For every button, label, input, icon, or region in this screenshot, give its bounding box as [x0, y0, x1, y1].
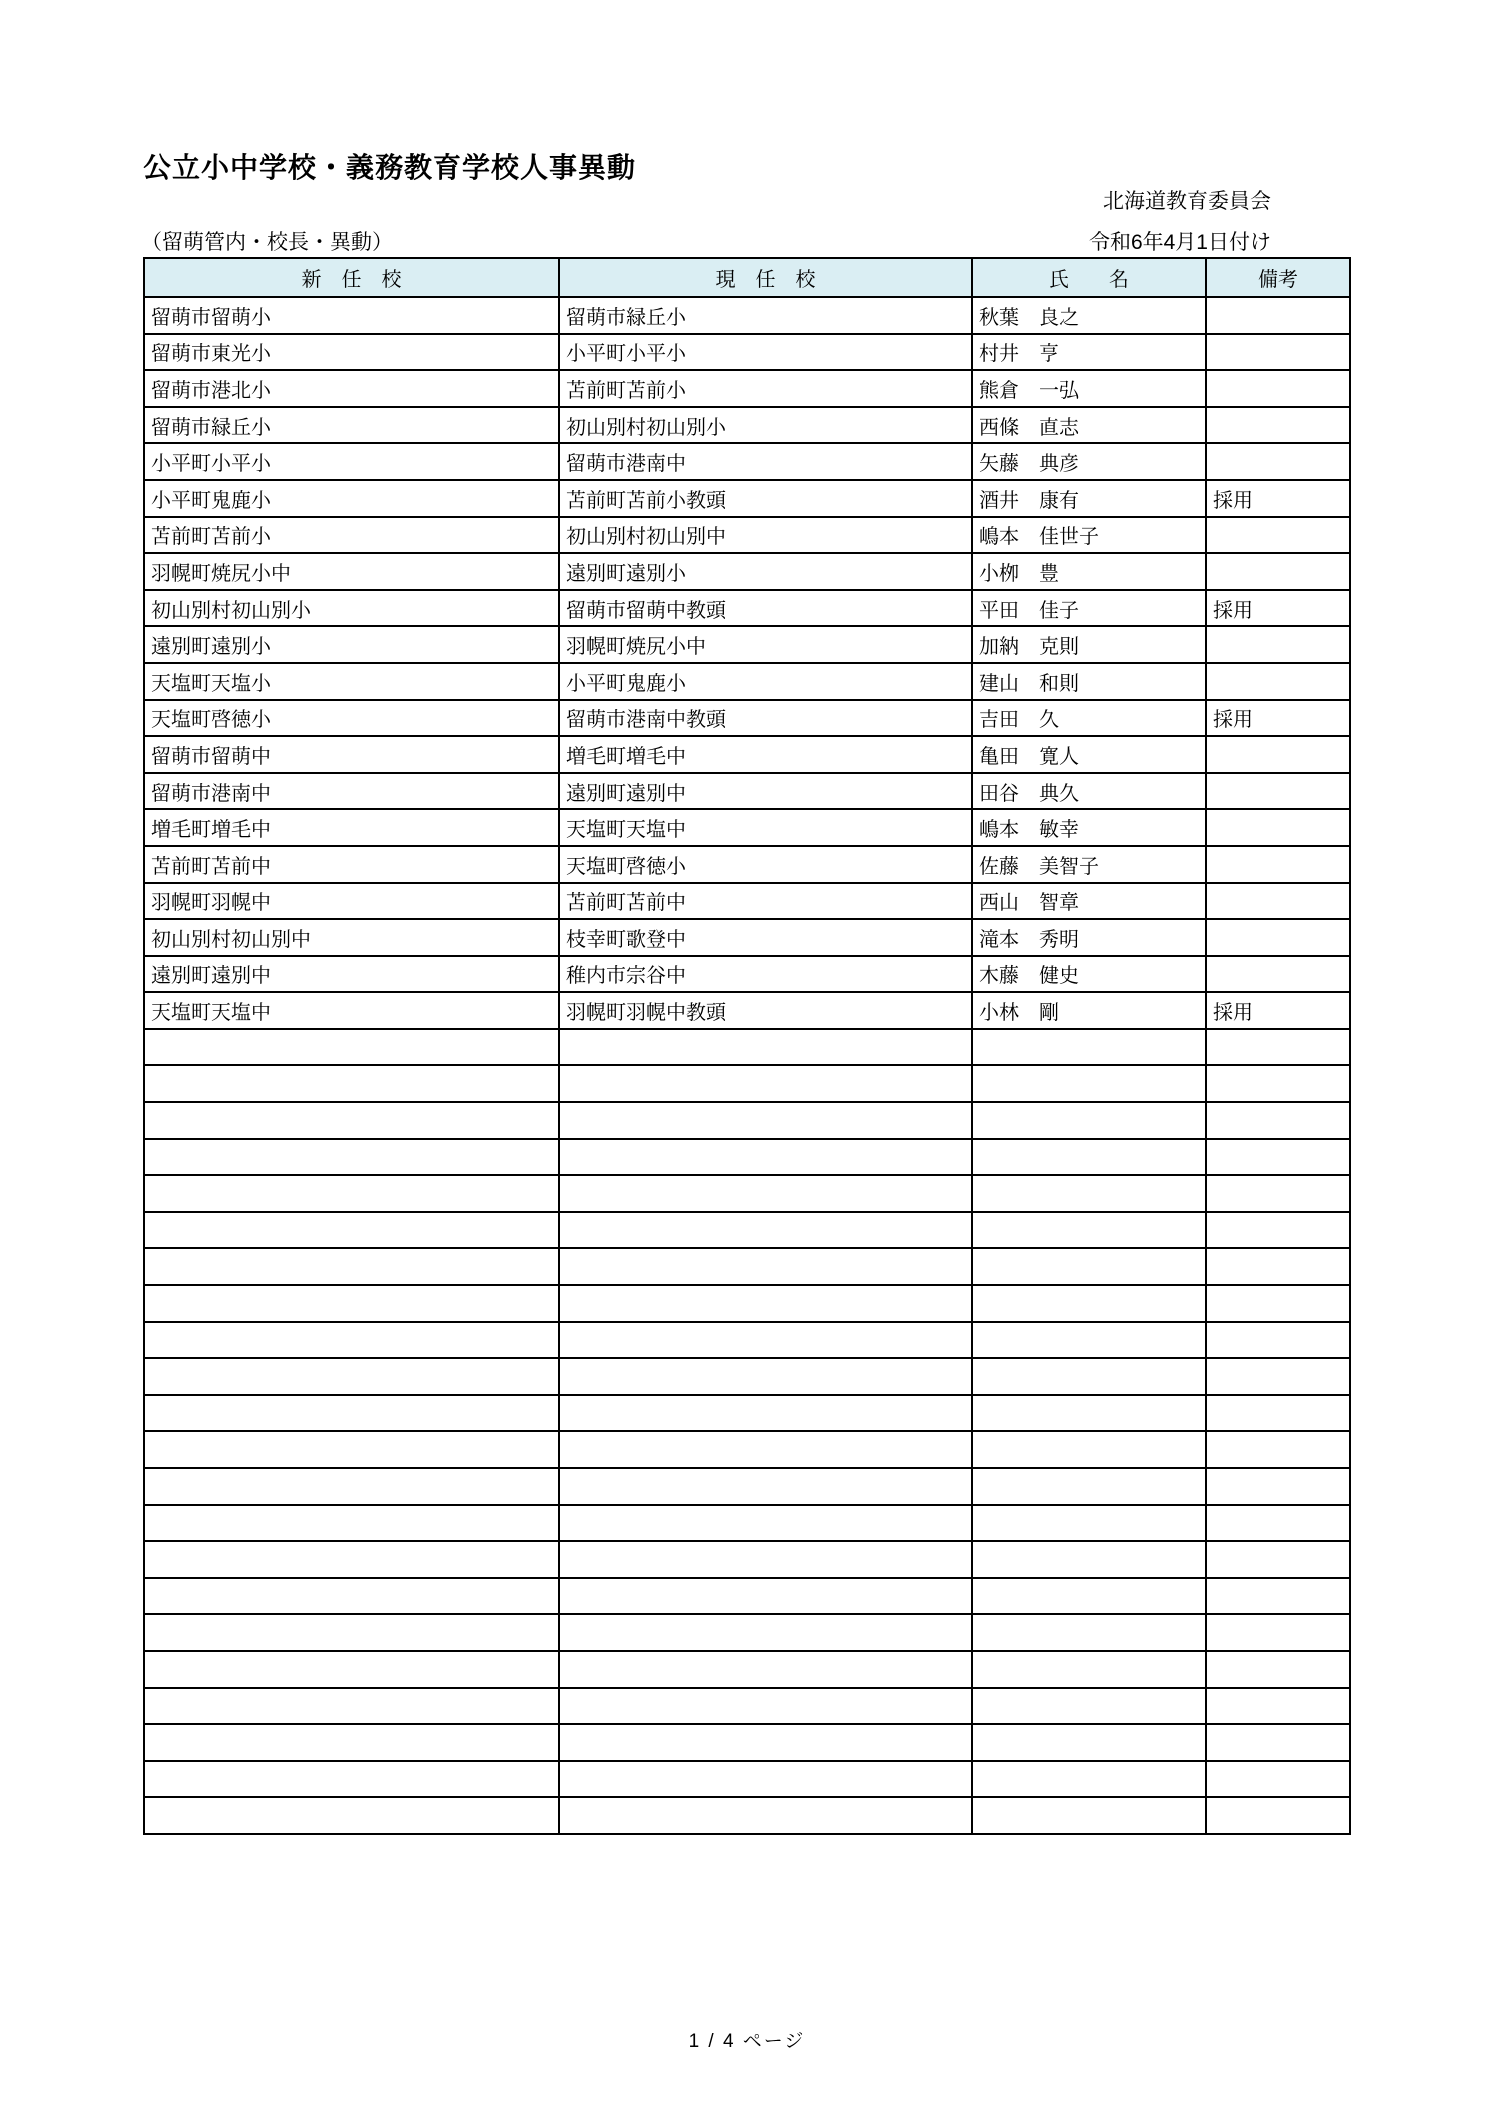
table-row	[144, 626, 1350, 663]
table-row	[144, 883, 1350, 920]
cell-note: 採用	[1206, 700, 1350, 737]
cell-name	[972, 1761, 1206, 1798]
cell-note	[1206, 736, 1350, 773]
table-row	[144, 919, 1350, 956]
cell-note	[1206, 517, 1350, 554]
cell-new-school: 羽幌町焼尻小中	[144, 553, 559, 590]
page-title: 公立小中学校・義務教育学校人事異動	[143, 152, 637, 183]
cell-name: 村井 亨	[972, 334, 1206, 371]
table-row	[144, 297, 1350, 334]
cell-current-school	[559, 1358, 972, 1395]
cell-name: 西條 直志	[972, 407, 1206, 444]
cell-name	[972, 1578, 1206, 1615]
table-row	[144, 846, 1350, 883]
cell-new-school	[144, 1285, 559, 1322]
cell-current-school	[559, 1285, 972, 1322]
table-row-empty	[144, 1285, 1350, 1322]
cell-new-school	[144, 1139, 559, 1176]
table-row-empty	[144, 1431, 1350, 1468]
cell-new-school	[144, 1651, 559, 1688]
cell-new-school: 遠別町遠別中	[144, 956, 559, 993]
table-row-empty	[144, 1505, 1350, 1542]
cell-note	[1206, 1541, 1350, 1578]
personnel-transfer-table	[143, 257, 1351, 1835]
cell-name	[972, 1175, 1206, 1212]
table-row-empty	[144, 1761, 1350, 1798]
cell-name: 平田 佳子	[972, 590, 1206, 627]
table-header-row	[144, 258, 1350, 297]
cell-note	[1206, 553, 1350, 590]
cell-new-school	[144, 1065, 559, 1102]
cell-name	[972, 1212, 1206, 1249]
table-row	[144, 517, 1350, 554]
cell-current-school	[559, 1651, 972, 1688]
cell-current-school: 増毛町増毛中	[559, 736, 972, 773]
cell-new-school	[144, 1322, 559, 1359]
cell-name	[972, 1065, 1206, 1102]
table-row	[144, 407, 1350, 444]
table-row-empty	[144, 1688, 1350, 1725]
cell-note: 採用	[1206, 992, 1350, 1029]
cell-name	[972, 1614, 1206, 1651]
cell-note	[1206, 443, 1350, 480]
cell-new-school	[144, 1761, 559, 1798]
cell-note	[1206, 919, 1350, 956]
cell-current-school: 苫前町苫前中	[559, 883, 972, 920]
cell-current-school	[559, 1724, 972, 1761]
scope-label: （留萌管内・校長・異動）	[141, 231, 393, 254]
cell-current-school	[559, 1505, 972, 1542]
table-row	[144, 773, 1350, 810]
cell-current-school: 留萌市緑丘小	[559, 297, 972, 334]
cell-name: 亀田 寛人	[972, 736, 1206, 773]
cell-new-school: 留萌市緑丘小	[144, 407, 559, 444]
header-remarks: 備考	[1206, 258, 1350, 297]
cell-new-school	[144, 1614, 559, 1651]
cell-note	[1206, 1029, 1350, 1066]
table-row	[144, 992, 1350, 1029]
cell-note	[1206, 297, 1350, 334]
organization-name: 北海道教育委員会	[1103, 190, 1271, 213]
cell-new-school: 留萌市留萌中	[144, 736, 559, 773]
table-row-empty	[144, 1065, 1350, 1102]
cell-name: 秋葉 良之	[972, 297, 1206, 334]
cell-note	[1206, 663, 1350, 700]
cell-current-school: 天塩町天塩中	[559, 809, 972, 846]
cell-note	[1206, 1102, 1350, 1139]
cell-name	[972, 1724, 1206, 1761]
cell-note	[1206, 773, 1350, 810]
table-row-empty	[144, 1578, 1350, 1615]
cell-note	[1206, 1248, 1350, 1285]
cell-new-school: 留萌市東光小	[144, 334, 559, 371]
cell-name: 小林 剛	[972, 992, 1206, 1029]
cell-new-school: 小平町鬼鹿小	[144, 480, 559, 517]
cell-current-school	[559, 1761, 972, 1798]
cell-name: 木藤 健史	[972, 956, 1206, 993]
table-row-empty	[144, 1541, 1350, 1578]
table-row	[144, 736, 1350, 773]
cell-new-school: 初山別村初山別中	[144, 919, 559, 956]
cell-new-school	[144, 1468, 559, 1505]
cell-current-school: 稚内市宗谷中	[559, 956, 972, 993]
cell-name: 酒井 康有	[972, 480, 1206, 517]
table-row-empty	[144, 1212, 1350, 1249]
cell-note	[1206, 1065, 1350, 1102]
cell-new-school: 留萌市港南中	[144, 773, 559, 810]
cell-note	[1206, 1797, 1350, 1834]
cell-new-school	[144, 1578, 559, 1615]
cell-new-school: 初山別村初山別小	[144, 590, 559, 627]
effective-date: 令和6年4月1日付け	[1088, 231, 1271, 254]
cell-new-school	[144, 1431, 559, 1468]
cell-current-school: 初山別村初山別中	[559, 517, 972, 554]
cell-current-school: 留萌市港南中教頭	[559, 700, 972, 737]
cell-name	[972, 1322, 1206, 1359]
table-row-empty	[144, 1468, 1350, 1505]
cell-note	[1206, 1285, 1350, 1322]
cell-current-school: 苫前町苫前小	[559, 370, 972, 407]
cell-new-school: 小平町小平小	[144, 443, 559, 480]
table-row	[144, 370, 1350, 407]
cell-note	[1206, 626, 1350, 663]
table-row	[144, 334, 1350, 371]
cell-note	[1206, 1651, 1350, 1688]
cell-note	[1206, 1761, 1350, 1798]
cell-new-school	[144, 1358, 559, 1395]
table-row-empty	[144, 1322, 1350, 1359]
header-name: 氏 名	[972, 258, 1206, 297]
cell-new-school: 苫前町苫前小	[144, 517, 559, 554]
cell-current-school	[559, 1322, 972, 1359]
cell-name: 嶋本 敏幸	[972, 809, 1206, 846]
cell-new-school	[144, 1541, 559, 1578]
table-row	[144, 956, 1350, 993]
cell-current-school	[559, 1614, 972, 1651]
cell-name	[972, 1797, 1206, 1834]
cell-name: 嶋本 佳世子	[972, 517, 1206, 554]
cell-name	[972, 1029, 1206, 1066]
cell-current-school	[559, 1797, 972, 1834]
cell-name	[972, 1651, 1206, 1688]
cell-name: 吉田 久	[972, 700, 1206, 737]
cell-new-school: 天塩町天塩小	[144, 663, 559, 700]
page-number: 1 / 4 ページ	[688, 2031, 806, 2052]
cell-name: 熊倉 一弘	[972, 370, 1206, 407]
cell-current-school	[559, 1541, 972, 1578]
cell-name: 建山 和則	[972, 663, 1206, 700]
cell-note	[1206, 956, 1350, 993]
cell-note: 採用	[1206, 480, 1350, 517]
cell-name: 滝本 秀明	[972, 919, 1206, 956]
cell-new-school	[144, 1395, 559, 1432]
cell-new-school	[144, 1212, 559, 1249]
cell-note	[1206, 1431, 1350, 1468]
cell-new-school: 増毛町増毛中	[144, 809, 559, 846]
cell-new-school: 天塩町啓徳小	[144, 700, 559, 737]
cell-current-school: 枝幸町歌登中	[559, 919, 972, 956]
cell-name	[972, 1688, 1206, 1725]
cell-new-school	[144, 1688, 559, 1725]
cell-name	[972, 1358, 1206, 1395]
cell-note	[1206, 1212, 1350, 1249]
table-row	[144, 480, 1350, 517]
cell-new-school	[144, 1505, 559, 1542]
table-row-empty	[144, 1358, 1350, 1395]
table-body	[144, 297, 1350, 1834]
cell-new-school	[144, 1175, 559, 1212]
cell-current-school	[559, 1175, 972, 1212]
cell-note	[1206, 1578, 1350, 1615]
header-current-school: 現 任 校	[559, 258, 972, 297]
table-row-empty	[144, 1175, 1350, 1212]
cell-current-school	[559, 1468, 972, 1505]
cell-name	[972, 1541, 1206, 1578]
cell-name	[972, 1395, 1206, 1432]
cell-note	[1206, 846, 1350, 883]
cell-name	[972, 1468, 1206, 1505]
cell-new-school: 天塩町天塩中	[144, 992, 559, 1029]
cell-current-school: 留萌市港南中	[559, 443, 972, 480]
cell-note	[1206, 809, 1350, 846]
cell-current-school	[559, 1065, 972, 1102]
cell-current-school	[559, 1029, 972, 1066]
cell-current-school: 天塩町啓徳小	[559, 846, 972, 883]
table-row-empty	[144, 1029, 1350, 1066]
cell-note	[1206, 883, 1350, 920]
table-row	[144, 553, 1350, 590]
cell-note	[1206, 1139, 1350, 1176]
cell-note	[1206, 1395, 1350, 1432]
table-row-empty	[144, 1651, 1350, 1688]
cell-note	[1206, 1468, 1350, 1505]
cell-note: 採用	[1206, 590, 1350, 627]
cell-current-school	[559, 1395, 972, 1432]
cell-name	[972, 1285, 1206, 1322]
cell-current-school: 留萌市留萌中教頭	[559, 590, 972, 627]
cell-note	[1206, 1688, 1350, 1725]
cell-name	[972, 1139, 1206, 1176]
cell-name: 矢藤 典彦	[972, 443, 1206, 480]
cell-new-school	[144, 1102, 559, 1139]
cell-current-school	[559, 1688, 972, 1725]
cell-current-school	[559, 1139, 972, 1176]
cell-current-school: 小平町小平小	[559, 334, 972, 371]
cell-name: 加納 克則	[972, 626, 1206, 663]
cell-current-school	[559, 1102, 972, 1139]
cell-note	[1206, 407, 1350, 444]
cell-name	[972, 1248, 1206, 1285]
table-row	[144, 809, 1350, 846]
cell-current-school: 苫前町苫前小教頭	[559, 480, 972, 517]
cell-note	[1206, 1614, 1350, 1651]
table-row	[144, 443, 1350, 480]
cell-note	[1206, 1175, 1350, 1212]
cell-new-school: 留萌市留萌小	[144, 297, 559, 334]
cell-new-school	[144, 1029, 559, 1066]
cell-current-school	[559, 1248, 972, 1285]
table-row-empty	[144, 1139, 1350, 1176]
cell-current-school: 遠別町遠別中	[559, 773, 972, 810]
table-row	[144, 590, 1350, 627]
table-row-empty	[144, 1102, 1350, 1139]
cell-name: 田谷 典久	[972, 773, 1206, 810]
cell-name: 小栁 豊	[972, 553, 1206, 590]
cell-name	[972, 1505, 1206, 1542]
header-new-school: 新 任 校	[144, 258, 559, 297]
cell-current-school: 羽幌町焼尻小中	[559, 626, 972, 663]
table-row	[144, 663, 1350, 700]
cell-name	[972, 1431, 1206, 1468]
cell-new-school: 遠別町遠別小	[144, 626, 559, 663]
cell-note	[1206, 1358, 1350, 1395]
cell-current-school: 初山別村初山別小	[559, 407, 972, 444]
cell-name: 西山 智章	[972, 883, 1206, 920]
cell-new-school: 留萌市港北小	[144, 370, 559, 407]
table-row-empty	[144, 1797, 1350, 1834]
cell-current-school: 遠別町遠別小	[559, 553, 972, 590]
cell-current-school	[559, 1578, 972, 1615]
cell-new-school: 苫前町苫前中	[144, 846, 559, 883]
cell-note	[1206, 1505, 1350, 1542]
cell-new-school	[144, 1797, 559, 1834]
table-row-empty	[144, 1724, 1350, 1761]
table-row-empty	[144, 1395, 1350, 1432]
cell-name: 佐藤 美智子	[972, 846, 1206, 883]
cell-new-school: 羽幌町羽幌中	[144, 883, 559, 920]
cell-note	[1206, 1724, 1350, 1761]
table-row-empty	[144, 1248, 1350, 1285]
cell-current-school	[559, 1212, 972, 1249]
cell-note	[1206, 334, 1350, 371]
cell-current-school: 羽幌町羽幌中教頭	[559, 992, 972, 1029]
cell-new-school	[144, 1248, 559, 1285]
cell-note	[1206, 370, 1350, 407]
table-row-empty	[144, 1614, 1350, 1651]
cell-current-school: 小平町鬼鹿小	[559, 663, 972, 700]
cell-new-school	[144, 1724, 559, 1761]
cell-note	[1206, 1322, 1350, 1359]
table-row	[144, 700, 1350, 737]
cell-current-school	[559, 1431, 972, 1468]
cell-name	[972, 1102, 1206, 1139]
